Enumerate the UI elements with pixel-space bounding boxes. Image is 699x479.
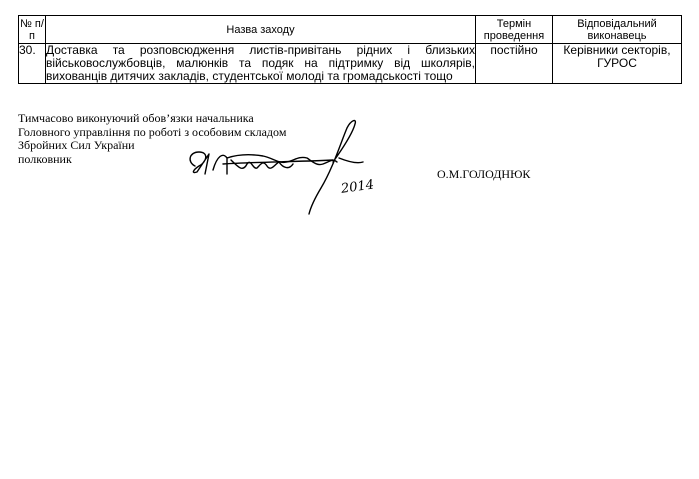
position-line-1: Тимчасово виконуючий обов’язки начальника [18,111,254,125]
row-number: 30. [19,44,46,84]
handwritten-signature [183,118,393,218]
handwritten-date: 2014 [340,177,375,197]
row-term: постійно [476,44,553,84]
header-term: Термін проведення [476,16,553,44]
header-name: Назва заходу [46,16,476,44]
table-row [19,44,682,84]
table-header-row [19,16,682,44]
position-line-2: Головного управління по роботі з особовим складом [18,124,287,139]
row-responsible: Керівники секторів, ГУРОС [553,44,682,84]
events-table [18,15,682,84]
header-number: № п/п [20,17,44,42]
row-event-name: Доставка та розповсюдження листів-привітань рідних і близьких військовослужбовців, малюнків та подяк на підтримку від школярів, вихованців дитячих закладів, студентської молоді та громадськості тощо [46,43,475,83]
header-responsible: Відповідальний виконавець [553,16,682,44]
rank-line: полковник [18,151,72,166]
position-line-3: Збройних Сил України [18,138,135,152]
signer-name: О.М.ГОЛОДНЮК [437,167,531,181]
